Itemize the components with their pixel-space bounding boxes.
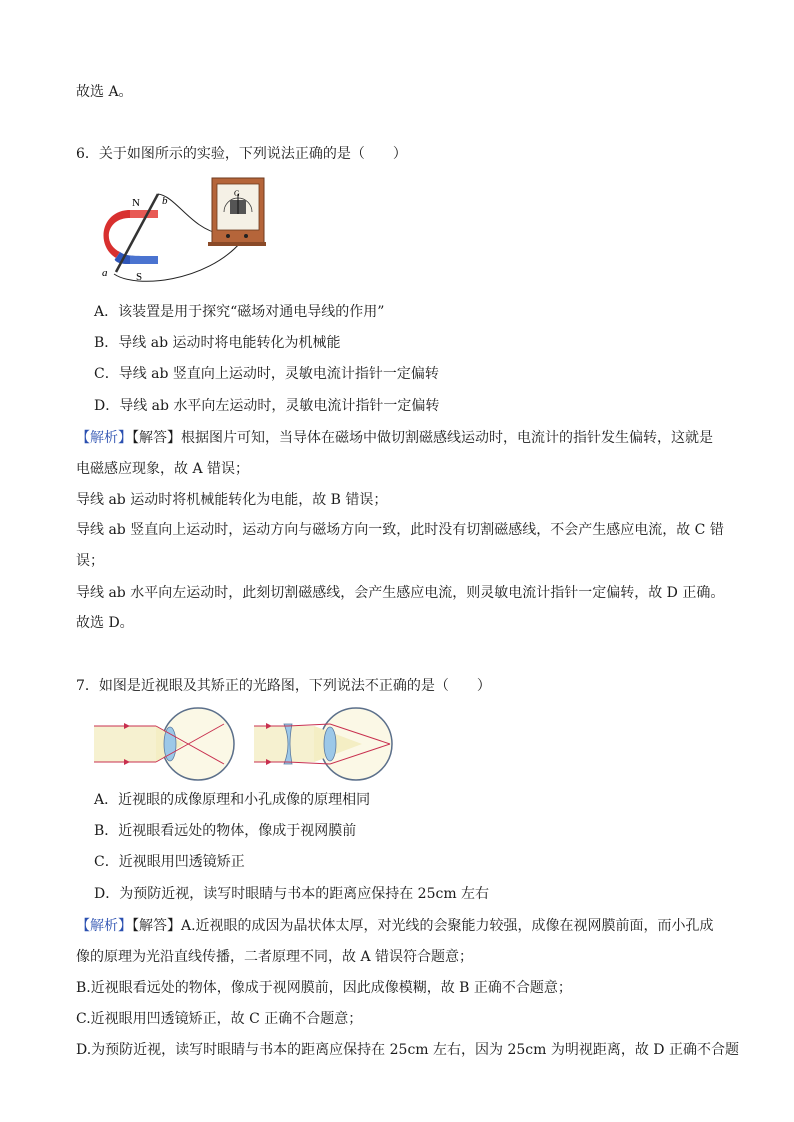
q7-option-c: C．近视眼用凹透镜矫正 bbox=[94, 854, 245, 870]
q6-analysis-line-2: 电磁感应现象，故 A 错误； bbox=[76, 461, 250, 477]
q6-analysis-line-5: 误； bbox=[76, 553, 104, 569]
label-n: N bbox=[132, 197, 140, 209]
q7-option-a: A．近视眼的成像原理和小孔成像的原理相同 bbox=[94, 792, 371, 808]
q6-option-b: B．导线 ab 运动时将电能转化为机械能 bbox=[94, 335, 341, 351]
q6-analysis-text-1: 【解答】根据图片可知，当导体在磁场中做切割磁感线运动时，电流计的指针发生偏转，这就是 bbox=[132, 430, 713, 446]
q6-analysis-line-3: 导线 ab 运动时将机械能转化为电能，故 B 错误； bbox=[76, 492, 388, 508]
label-a: a bbox=[102, 267, 108, 279]
q7-analysis-line-1 bbox=[76, 916, 714, 936]
label-b: b bbox=[162, 195, 168, 207]
q6-option-a: A．该装置是用于探究“磁场对通电导线的作用” bbox=[94, 304, 385, 320]
q7-option-d: D．为预防近视，读写时眼睛与书本的距离应保持在 25cm 左右 bbox=[94, 886, 490, 902]
q6-analysis-line-1 bbox=[76, 428, 713, 448]
u-magnet bbox=[104, 210, 159, 264]
q6-analysis-line-4: 导线 ab 竖直向上运动时，运动方向与磁场方向一致，此时没有切割磁感线，不会产生感应电流，故 C 错 bbox=[76, 522, 724, 538]
q6-analysis-tag: 【解析】 bbox=[76, 430, 132, 446]
q7-analysis-line-5: D.为预防近视，读写时眼睛与书本的距离应保持在 25cm 左右，因为 25cm 为明视距离，故 D 正确不合题 bbox=[76, 1042, 739, 1058]
q7-analysis-line-4: C.近视眼用凹透镜矫正，故 C 正确不合题意； bbox=[76, 1011, 363, 1027]
q6-option-c: C．导线 ab 竖直向上运动时，灵敏电流计指针一定偏转 bbox=[94, 366, 439, 382]
q6-analysis-line-6: 导线 ab 水平向左运动时，此刻切割磁感线，会产生感应电流，则灵敏电流计指针一定偏转，故 D 正确。 bbox=[76, 585, 725, 601]
q7-analysis-text-1: 【解答】A.近视眼的成因为晶状体太厚，对光线的会聚能力较强，成像在视网膜前面，而小孔成 bbox=[132, 918, 714, 934]
q6-analysis-line-7: 故选 D。 bbox=[76, 615, 134, 631]
galvanometer-icon bbox=[208, 178, 266, 246]
q7-stem: 7．如图是近视眼及其矫正的光路图，下列说法不正确的是（ ） bbox=[76, 678, 491, 694]
q6-option-d: D．导线 ab 水平向左运动时，灵敏电流计指针一定偏转 bbox=[94, 398, 440, 414]
q7-option-b: B．近视眼看远处的物体，像成于视网膜前 bbox=[94, 823, 357, 839]
q6-stem: 6．关于如图所示的实验，下列说法正确的是（ ） bbox=[76, 146, 407, 162]
label-g: G bbox=[234, 189, 240, 198]
q7-figure-myopia-eyes bbox=[94, 706, 394, 782]
q7-analysis-line-2: 像的原理为光沿直线传播，二者原理不同，故 A 错误符合题意； bbox=[76, 949, 474, 965]
label-s: S bbox=[136, 271, 143, 283]
q6-figure-magnet-meter bbox=[96, 174, 266, 286]
myopic-eye-icon bbox=[94, 708, 234, 780]
prev-answer: 故选 A。 bbox=[76, 84, 133, 100]
q7-analysis-line-3: B.近视眼看远处的物体，像成于视网膜前，因此成像模糊，故 B 正确不合题意； bbox=[76, 980, 572, 996]
corrected-eye-icon bbox=[254, 708, 392, 780]
q7-analysis-tag: 【解析】 bbox=[76, 918, 132, 934]
